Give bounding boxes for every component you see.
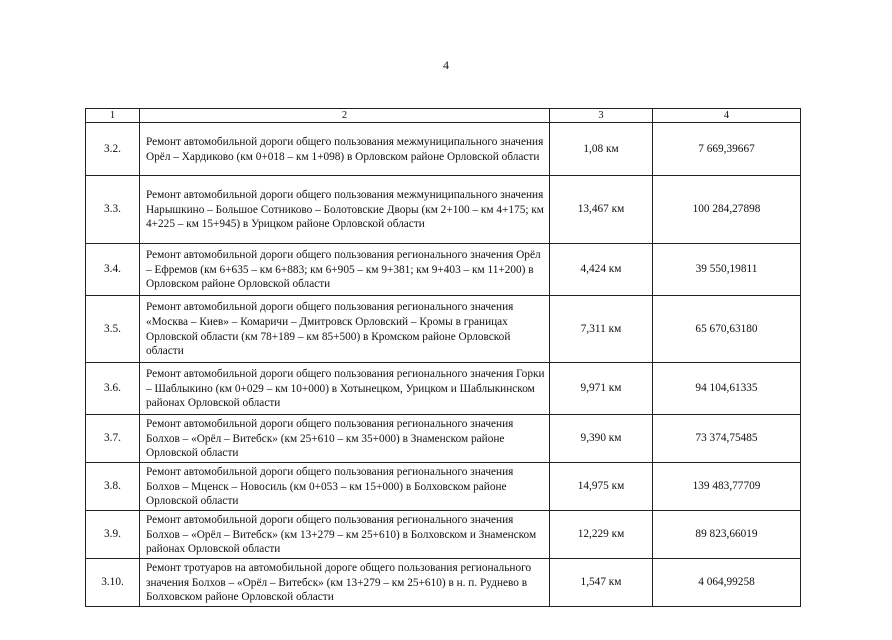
- table-row: [86, 296, 801, 363]
- row-amount: 39 550,19811: [653, 244, 801, 296]
- row-amount: 89 823,66019: [653, 511, 801, 559]
- row-number: 3.7.: [86, 415, 140, 463]
- row-description: Ремонт автомобильной дороги общего пользования межмуниципального значения Нарышкино – Большое Сотниково – Болотовские Дворы (км 2+100 – км 4+175; км 4+225 – км 15+945) в Урицком районе Орловской области: [140, 176, 550, 244]
- table-row: [86, 363, 801, 415]
- page-number: 4: [443, 58, 449, 72]
- row-description: Ремонт автомобильной дороги общего пользования регионального значения Орёл – Ефремов (км 6+635 – км 6+883; км 6+905 – км 9+381; км 9+403 – км 11+200) в Орловском районе Орловской области: [140, 244, 550, 296]
- road-repair-table: [85, 108, 801, 607]
- row-number: 3.6.: [86, 363, 140, 415]
- row-amount: 94 104,61335: [653, 363, 801, 415]
- row-amount: 7 669,39667: [653, 123, 801, 176]
- row-length: 4,424 км: [550, 244, 653, 296]
- row-amount: 100 284,27898: [653, 176, 801, 244]
- row-number: 3.5.: [86, 296, 140, 363]
- row-number: 3.3.: [86, 176, 140, 244]
- row-number: 3.8.: [86, 463, 140, 511]
- row-length: 7,311 км: [550, 296, 653, 363]
- column-header-3: 3: [550, 109, 653, 123]
- row-number: 3.2.: [86, 123, 140, 176]
- table-row: [86, 559, 801, 607]
- row-length: 9,971 км: [550, 363, 653, 415]
- row-length: 12,229 км: [550, 511, 653, 559]
- row-description: Ремонт автомобильной дороги общего пользования регионального значения «Москва – Киев» – Комаричи – Дмитровск Орловский – Кромы в границах Орловской области (км 78+189 – км 85+500) в Кромском районе Орловской области: [140, 296, 550, 363]
- table-row: [86, 463, 801, 511]
- row-number: 3.10.: [86, 559, 140, 607]
- row-length: 1,547 км: [550, 559, 653, 607]
- row-length: 13,467 км: [550, 176, 653, 244]
- row-length: 9,390 км: [550, 415, 653, 463]
- column-header-2: 2: [140, 109, 550, 123]
- table-row: [86, 244, 801, 296]
- table-header-row: [86, 109, 801, 123]
- row-amount: 65 670,63180: [653, 296, 801, 363]
- row-length: 14,975 км: [550, 463, 653, 511]
- table-row: [86, 123, 801, 176]
- row-description: Ремонт автомобильной дороги общего пользования регионального значения Болхов – «Орёл – Витебск» (км 25+610 – км 35+000) в Знаменском районе Орловской области: [140, 415, 550, 463]
- row-amount: 139 483,77709: [653, 463, 801, 511]
- row-number: 3.9.: [86, 511, 140, 559]
- row-amount: 4 064,99258: [653, 559, 801, 607]
- row-description: Ремонт тротуаров на автомобильной дороге общего пользования регионального значения Болхов – «Орёл – Витебск» (км 13+279 – км 25+610) в н. п. Руднево в Болховском районе Орловской области: [140, 559, 550, 607]
- row-amount: 73 374,75485: [653, 415, 801, 463]
- row-description: Ремонт автомобильной дороги общего пользования регионального значения Болхов – Мценск – Новосиль (км 0+053 – км 15+000) в Болховском районе Орловской области: [140, 463, 550, 511]
- row-description: Ремонт автомобильной дороги общего пользования межмуниципального значения Орёл – Хардиково (км 0+018 – км 1+098) в Орловском районе Орловской области: [140, 123, 550, 176]
- row-number: 3.4.: [86, 244, 140, 296]
- row-description: Ремонт автомобильной дороги общего пользования регионального значения Болхов – «Орёл – Витебск» (км 13+279 – км 25+610) в Болховском и Знаменском районах Орловской области: [140, 511, 550, 559]
- row-description: Ремонт автомобильной дороги общего пользования регионального значения Горки – Шаблыкино (км 0+029 – км 10+000) в Хотынецком, Урицком и Шаблыкинском районах Орловской области: [140, 363, 550, 415]
- column-header-4: 4: [653, 109, 801, 123]
- row-length: 1,08 км: [550, 123, 653, 176]
- column-header-1: 1: [86, 109, 140, 123]
- table-row: [86, 511, 801, 559]
- table-row: [86, 176, 801, 244]
- table-row: [86, 415, 801, 463]
